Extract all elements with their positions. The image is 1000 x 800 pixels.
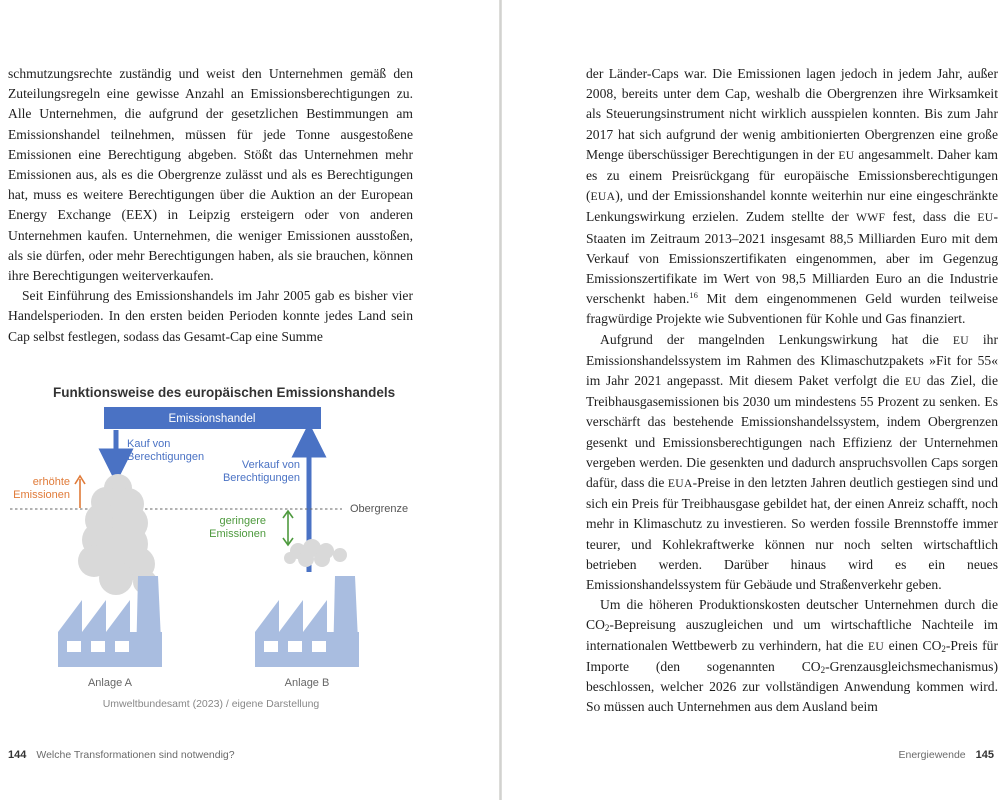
sell-label: Berechtigungen <box>222 472 300 484</box>
reduced-emissions-label: geringere <box>219 515 266 527</box>
cap-label: Obergrenze <box>350 503 409 515</box>
factory-b <box>255 576 359 667</box>
right-page <box>502 0 1000 800</box>
paragraph: Aufgrund der mangelnden Lenkungswirkung hat die EU ihr Emissionshandelssystem im Rahmen des Klimaschutzpakets »Fit for 55« im Jahr 2021 angepasst. Mit diesem Paket verfolgt die EU das Ziel, die Treibhausgasemissionen bis 2030 um mindestens 55 Prozent zu senken. Es verschärft das bestehende Emissionshandelssystem, indem Obergrenzen gesenkt und Emissionsberechtigungen nach Effizienz der Unternehmen vergeben werden. Die gesenkten und dadurch anspruchsvollen Caps sorgen dafür, dass die EUA-Preise in den letzten Jahren deutlich gestiegen sind und sich ein Preis für Treibhausgase gebildet hat, der einen Anreiz schafft, noch mehr in Klimaschutz zu investieren. So werden fossile Brennstoffe immer teurer, und Kohlekraftwerke können nur noch selten wirtschaftlich betrieben werden. Darüber hinaus wird es ein neues Emissionshandelssystem für Gebäude und Straßenverkehr geben. <box>586 331 998 593</box>
running-header: Welche Transformationen sind notwendig? <box>36 749 235 761</box>
paragraph: Um die höheren Produktionskosten deutscher Unternehmen durch die $CO_2$-Bepreisung auszugleichen und um wirtschaftliche Nachteile im internationalen Wettbewerb zu verhindern, hat die EU einen $CO_2$-Preis für Importe (den sogenannten $CO_2-Grenzausgleichsmechanismus$) beschlossen, welcher 2026 zur vollständigen Anwendung kommen wird. So müssen auch Unternehmen aus dem Ausland beim <box>586 597 998 715</box>
figure-canvas <box>0 378 460 718</box>
smoke-cloud-small <box>284 539 347 567</box>
emissions-trading-figure <box>0 378 460 718</box>
running-header: Energiewende <box>898 749 966 761</box>
left-body-text <box>8 64 413 347</box>
reduced-emissions-label: Emissionen <box>209 528 266 540</box>
plant-b-label: Anlage B <box>284 677 330 689</box>
page-number: 144 <box>8 749 27 761</box>
paragraph: der Länder-Caps war. Die Emissionen lagen jedoch in jedem Jahr, außer 2008, bereits unter dem Cap, weshalb die Obergrenzen ihre Wirksamkeit als Steuerungsinstrument nicht wirklich ausspielen konnten. Bis zum Jahr 2017 hat sich aufgrund der wenig ambitionierten Obergrenzen eine große Menge überschüssiger Berechtigungen in der EU angesammelt. Daher kam es zu einem Preisrückgang für europäische Emissionsberechtigungen (EUA), und der Emissionshandel konnte weiterhin nur eine eingeschränkte Lenkungswirkung erzielen. Zudem stellte der WWF fest, dass die EU-Staaten im Zeitraum 2013–2021 insgesamt 88,5 Milliarden Euro mit dem Verkauf von Emissionszertifikaten eingenommen, aber im Gegenzug Emissionszertifikate im Wert von 98,5 Milliarden Euro an die Industrie verschenkt haben.$^{16}$ Mit dem eingenommenen Geld wurden teilweise fragwürdige Projekte wie Subventionen für Kohle und Gas finanziert. <box>586 66 998 327</box>
left-footer <box>8 749 235 761</box>
figure-title: Funktionsweise des europäischen Emissionshandels <box>53 385 396 400</box>
paragraph: Seit Einführung des Emissionshandels im Jahr 2005 gab es bisher vier Handelsperioden. In den ersten beiden Perioden konnte jedes Land sein Cap selbst festlegen, sodass das Gesamt-Cap eine Summe <box>8 288 413 344</box>
right-body-text <box>586 64 998 718</box>
emissions-trading-bar-label: Emissionshandel <box>168 413 256 425</box>
right-footer <box>899 749 995 761</box>
increased-emissions-label: erhöhte <box>32 476 70 488</box>
buy-label: Berechtigungen <box>127 451 205 463</box>
left-page <box>0 0 499 800</box>
footnote-reference: 16 <box>689 290 698 301</box>
page-number: 145 <box>975 749 994 761</box>
buy-label: Kauf von <box>127 438 171 450</box>
plant-a-label: Anlage A <box>87 677 133 689</box>
increased-emissions-label: Emissionen <box>13 489 70 501</box>
sell-label: Verkauf von <box>241 459 300 471</box>
figure-source: Umweltbundesamt (2023) / eigene Darstellung <box>102 698 320 710</box>
paragraph: schmutzungsrechte zuständig und weist den Unternehmen gemäß den Zuteilungsregeln eine gewisse Anzahl an Emissionsberechtigungen zu. Alle Unternehmen, die aufgrund der gesetzlichen Bestimmungen am Emissionshandel teilnehmen, müssen für jede Tonne ausgestoßene Emissionen eine Berechtigung abgeben. Stößt das Unternehmen mehr Emissionen aus, als es die Obergrenze zulässt und als es Berechtigungen hat, muss es weitere Berechtigungen über die Auktion an der European Energy Exchange (EEX) in Leipzig ersteigern oder von anderen Unternehmen kaufen. Unternehmen, die weniger Emissionen ausstoßen, als sie dürfen, oder mehr Berechtigungen haben, als sie brauchen, können ihre Berechtigungen weiterverkaufen. <box>8 66 413 284</box>
